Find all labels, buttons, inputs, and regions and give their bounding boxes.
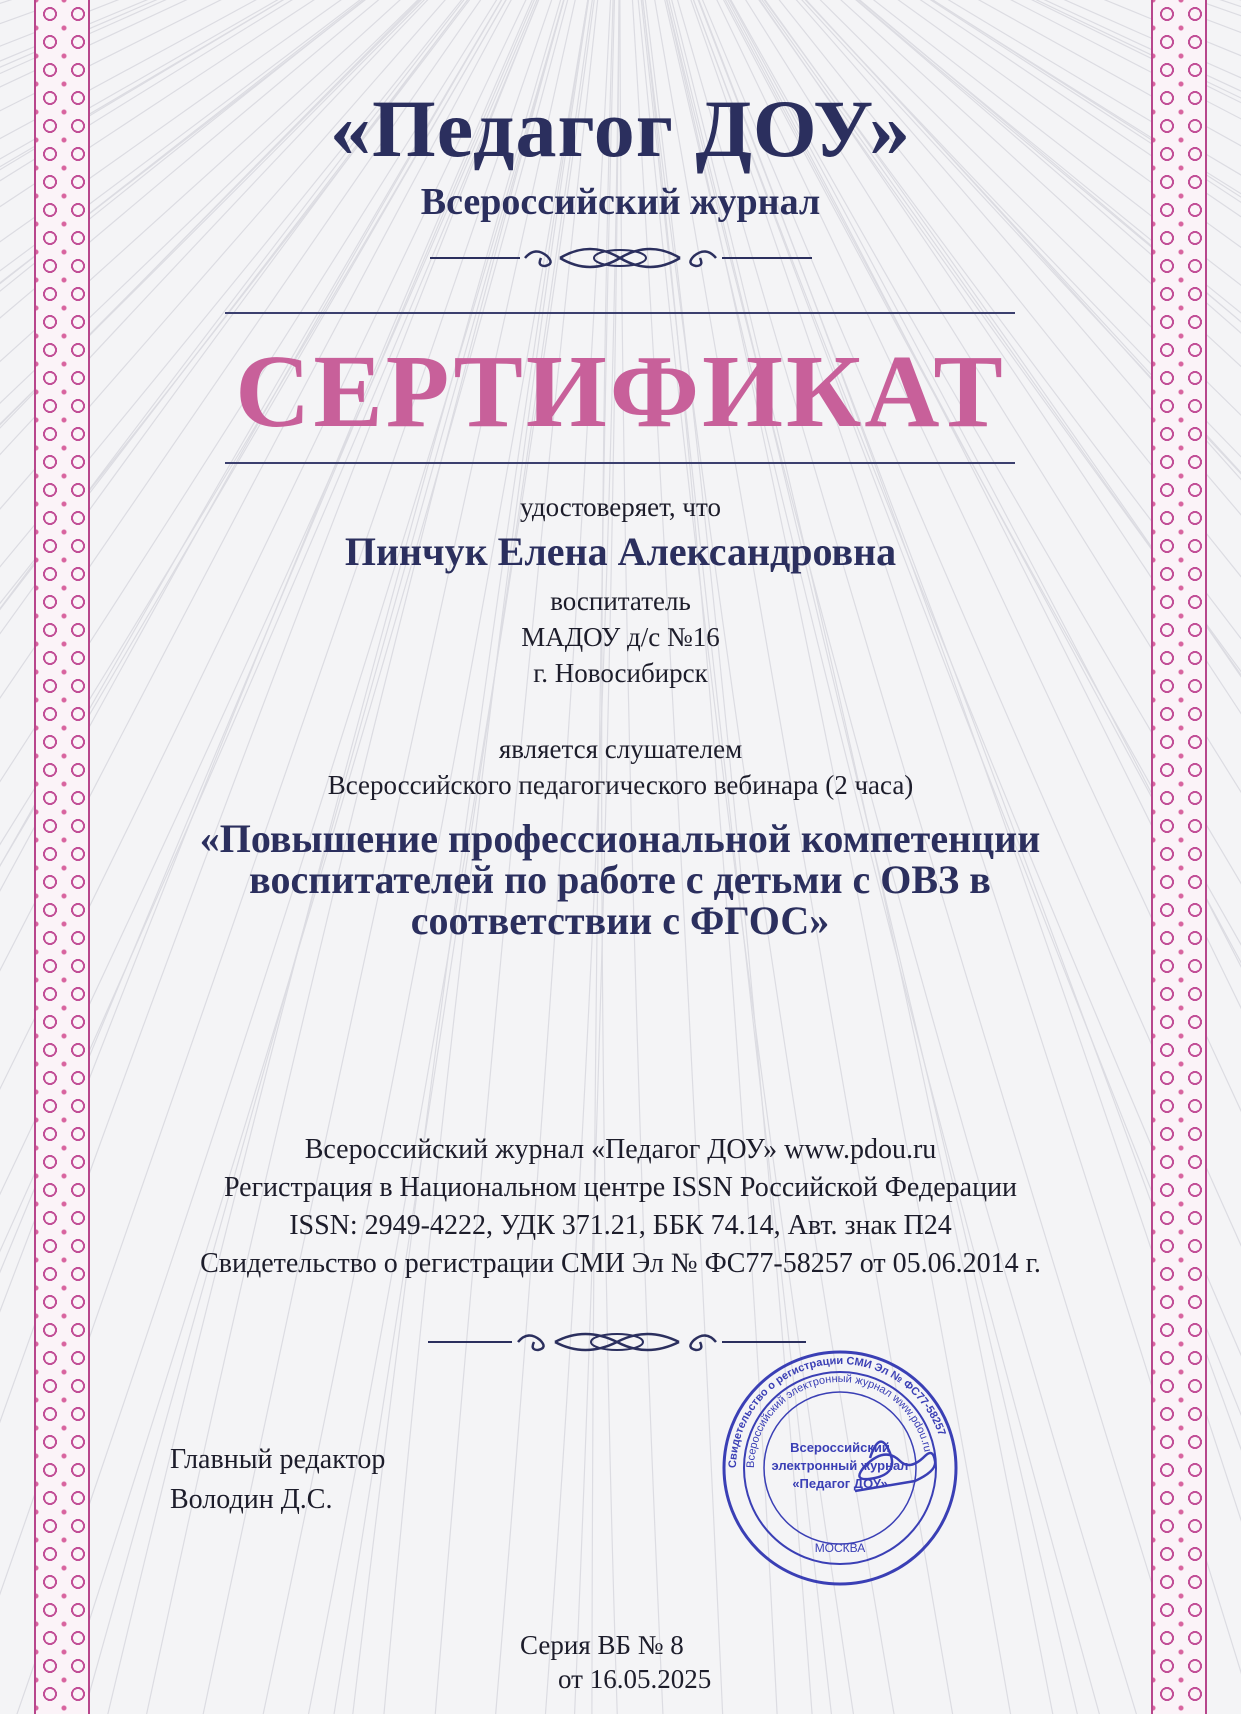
editor-name: Володин Д.С. bbox=[170, 1484, 333, 1515]
background-ray bbox=[0, 0, 620, 1535]
editor-role: Главный редактор bbox=[170, 1444, 386, 1475]
listener-text: является слушателем bbox=[498, 734, 743, 764]
certifies-text: удостоверяет, что bbox=[520, 492, 721, 522]
city: г. Новосибирск bbox=[533, 658, 708, 688]
publisher-line: ISSN: 2949-4222, УДК 371.21, ББК 74.14, Авт. знак П24 bbox=[289, 1210, 952, 1241]
top-flourish-ornament bbox=[0, 238, 1241, 278]
background-ray bbox=[620, 0, 1241, 68]
publisher-line: Регистрация в Национальном центре ISSN Российской Федерации bbox=[223, 1172, 1018, 1203]
webinar-topic bbox=[120, 818, 1120, 941]
issue-date: от 16.05.2025 bbox=[558, 1664, 712, 1694]
journal-title: «Педагог ДОУ» bbox=[329, 83, 912, 174]
official-stamp bbox=[720, 1348, 960, 1588]
publisher-line: Свидетельство о регистрации СМИ Эл № ФС77-58257 от 05.06.2014 г. bbox=[200, 1248, 1041, 1279]
journal-subtitle: Всероссийский журнал bbox=[420, 181, 821, 223]
stamp-center-line: электронный журнал bbox=[771, 1458, 909, 1473]
title-rule-top bbox=[225, 312, 1015, 314]
position: воспитатель bbox=[550, 586, 691, 616]
webinar-type: Всероссийского педагогического вебинара (2 часа) bbox=[327, 770, 914, 800]
title-rule-bottom bbox=[225, 462, 1015, 464]
organization: МАДОУ д/с №16 bbox=[521, 622, 720, 652]
stamp-center-line: «Педагог ДОУ» bbox=[792, 1476, 888, 1491]
stamp-center-line: Всероссийский bbox=[790, 1440, 890, 1455]
topic-line: «Повышение профессиональной компетенции bbox=[199, 816, 1041, 861]
publisher-line: Всероссийский журнал «Педагог ДОУ» www.pdou.ru bbox=[304, 1134, 937, 1165]
stamp-city: МОСКВА bbox=[814, 1541, 866, 1555]
background-ray bbox=[620, 0, 1241, 1535]
background-ray bbox=[620, 0, 1241, 16]
certificate-title: СЕРТИФИКАТ bbox=[235, 334, 1006, 449]
bottom-flourish-ornament bbox=[0, 1322, 1241, 1362]
stamp-ring-text: Всероссийский электронный журнал www.pdou.ru bbox=[744, 1372, 934, 1469]
topic-line: воспитателей по работе с детьми с ОВЗ в bbox=[249, 857, 991, 902]
series-number: Серия ВБ № 8 bbox=[520, 1630, 684, 1660]
topic-line: соответствии с ФГОС» bbox=[410, 898, 830, 943]
recipient-name: Пинчук Елена Александровна bbox=[344, 529, 897, 574]
stamp-outer-text: Свидетельство о регистрации СМИ Эл № ФС77-58257 bbox=[726, 1354, 948, 1469]
